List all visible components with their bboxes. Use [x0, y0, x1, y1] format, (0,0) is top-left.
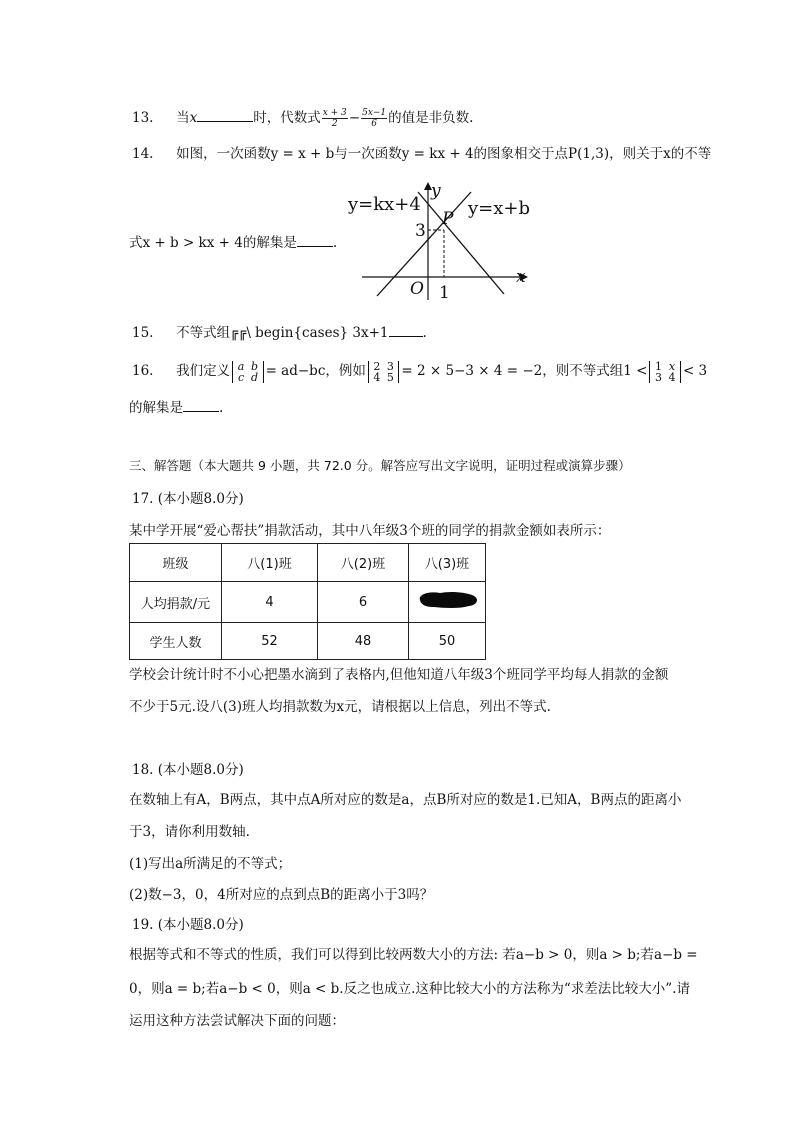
table-header: 八(3)班: [409, 544, 486, 582]
label-1: 1: [439, 283, 450, 303]
answer-blank[interactable]: [297, 232, 333, 247]
question-17-head: 17. (本小题8.0分): [132, 491, 244, 507]
minus-sign: −: [348, 110, 361, 126]
question-number: 13.: [132, 110, 154, 126]
question-text: 式x + b > kx + 4的解集是: [129, 235, 297, 251]
question-text: 当: [176, 110, 190, 126]
fraction: $\frac{5x-1}{6}$: [362, 108, 387, 129]
question-18-text: 于3，请你利用数轴.: [129, 824, 250, 840]
question-19-text: 根据等式和不等式的性质，我们可以得到比较两数大小的方法: 若a−b > 0，则a > b;若a−b =: [129, 947, 698, 963]
label-x: x: [516, 267, 526, 287]
table-header: 八(2)班: [318, 544, 409, 582]
label-origin: O: [410, 279, 424, 299]
question-text: = ad−bc，例如: [265, 363, 366, 379]
question-text: .: [219, 400, 224, 416]
ink-blot-cell: [409, 582, 486, 623]
question-19-head: 19. (本小题8.0分): [132, 917, 244, 933]
question-18-sub1: (1)写出a所满足的不等式；: [129, 856, 292, 872]
question-17-intro: 某中学开展“爱心帮扶”捐款活动，其中八年级3个班的同学的捐款金额如表所示：: [129, 523, 611, 539]
question-19-text: 运用这种方法尝试解决下面的问题：: [129, 1013, 345, 1029]
table-header: 八(1)班: [222, 544, 318, 582]
question-18-head: 18. (本小题8.0分): [132, 762, 244, 778]
section-heading: 三、解答题（本大题共 9 小题，共 72.0 分。解答应写出文字说明，证明过程或演算步骤）: [129, 458, 631, 473]
question-text: 不等式组╔╔\ begin{cases} 3x+1: [176, 325, 389, 341]
answer-blank[interactable]: [389, 322, 423, 337]
question-text: 如图，一次函数y = x + b与一次函数y = kx + 4的图象相交于点P(1,3)，则关于x的不等: [176, 146, 712, 162]
label-kx-plus-4: y=kx+4: [348, 194, 421, 215]
table-cell: 学生人数: [130, 623, 222, 660]
ink-blot: [414, 590, 480, 610]
question-19-text: 0，则a = b;若a−b < 0，则a < b.反之也成立.这种比较大小的方法称为“求差法比较大小”.请: [129, 981, 690, 997]
question-text: .: [332, 235, 338, 251]
question-16: [132, 358, 707, 384]
question-text: = 2 × 5−3 × 4 = −2，则不等式组1 <: [401, 363, 648, 379]
question-18-text: 在数轴上有A，B两点，其中点A所对应的数是a，点B所对应的数是1.已知A，B两点的距离小: [129, 792, 682, 808]
table-header: 班级: [130, 544, 222, 582]
question-13: [132, 107, 473, 129]
determinant-definition: a b c d: [232, 361, 264, 383]
label-x-plus-b: y=x+b: [468, 198, 531, 219]
question-text: 我们定义: [176, 363, 231, 379]
table-cell: 50: [409, 623, 486, 660]
table-cell: 6: [318, 582, 409, 623]
question-text: .: [422, 325, 427, 341]
question-17-text: 学校会计统计时不小心把墨水滴到了表格内,但他知道八年级3个班同学平均每人捐款的金额: [129, 667, 669, 683]
table-cell: 人均捐款/元: [130, 582, 222, 623]
question-number: 15.: [132, 325, 154, 341]
question-15: [132, 322, 427, 342]
question-17-text: 不少于5元.设八(3)班人均捐款数为x元，请根据以上信息，列出不等式.: [129, 699, 551, 715]
table-row: [130, 544, 486, 582]
table-cell: 4: [222, 582, 318, 623]
question-18-sub2: (2)数−3，0，4所对应的点到点B的距离小于3吗？: [129, 887, 434, 903]
question-14-line2: [129, 232, 337, 252]
question-text: 时，代数式: [253, 110, 321, 126]
table-row: [130, 582, 486, 623]
question-16-line2: [129, 397, 223, 417]
label-y: y: [431, 181, 441, 201]
table-cell: 48: [318, 623, 409, 660]
question-text: 的解集是: [129, 400, 183, 416]
answer-blank[interactable]: [197, 107, 253, 122]
question-number: 14.: [132, 146, 154, 162]
determinant-example: 2 3 4 5: [368, 361, 400, 383]
donation-table: [129, 543, 486, 660]
question-text: < 3: [682, 363, 708, 379]
table-row: [130, 623, 486, 660]
question-number: 16.: [132, 363, 154, 379]
label-p: P: [442, 209, 454, 229]
determinant-inequality: 1 x 3 4: [649, 361, 681, 383]
function-graph: [340, 178, 540, 303]
table-cell: 52: [222, 623, 318, 660]
fraction: $\frac{x + 3}{2}$: [322, 108, 347, 129]
variable: x: [189, 110, 198, 126]
label-3: 3: [415, 221, 426, 241]
answer-blank[interactable]: [183, 397, 219, 412]
question-text: 的值是非负数.: [388, 110, 474, 126]
question-14: [132, 145, 711, 163]
